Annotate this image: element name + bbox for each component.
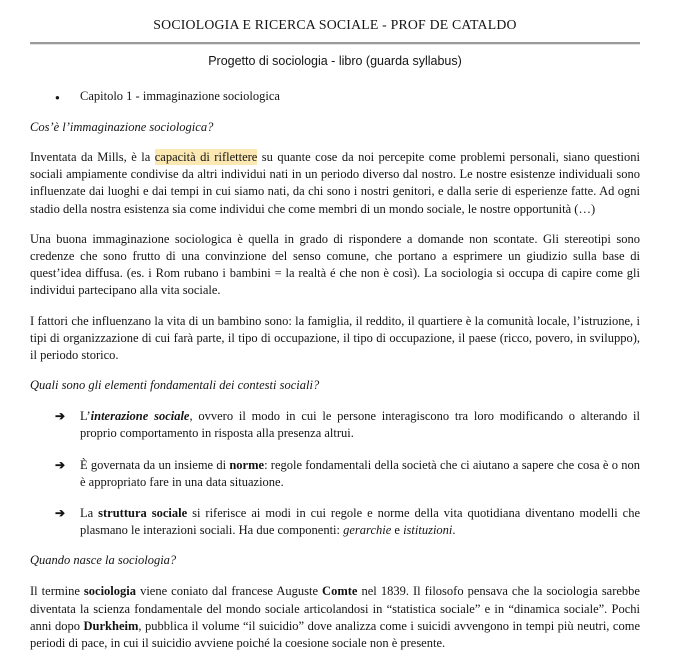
- text-run: Inventata da Mills, è la: [30, 150, 155, 164]
- text-run: .: [452, 523, 456, 538]
- doc-subtitle: Progetto di sociologia - libro (guarda syllabus): [208, 54, 462, 68]
- paragraph-fattori: I fattori che influenzano la vita di un bambino sono: la famiglia, il reddito, il quartiere è la comunità locale, l’istruzione, i tipi di organizzazione di cui farà parte, il tipo di occupazione, il tipo di occupazione, il paese (ricco, povero, in sviluppo), il periodo storico.: [30, 313, 640, 363]
- text-run: L’: [80, 409, 91, 424]
- bold-term: Comte: [322, 584, 358, 599]
- text-run: È governata da un insieme di: [80, 457, 230, 472]
- text-run: si riferisce ai modi in cui regole e norme della vita quotidiana diventano modelli che plasmano le interazioni sociali. Ha due componenti:: [80, 506, 640, 538]
- highlighted-text: capacità di riflettere: [154, 150, 258, 164]
- arrow-item-text: [80, 505, 640, 539]
- bold-term: sociologia: [83, 584, 137, 599]
- bold-term: Durkheim: [83, 618, 139, 633]
- arrow-bullet-icon: ➔: [55, 457, 66, 472]
- question-contesti-sociali: Quali sono gli elementi fondamentali dei contesti sociali?: [30, 378, 320, 393]
- text-run: su quante cose da noi percepite come problemi personali, siano questioni sociali ampiamente condivise da altri individui nati in un periodo diverso dal nostro. Le nostre esistenze individuali sono influenzate dai luoghi e dai tempi in cui siamo nati, da chi sono i nostri genitori, e dalla serie di esperienze fatte. Ad ogni stadio della nostra esistenza sia come individui che come membri di un mondo sociale, le nostre opportunità (…): [30, 150, 640, 216]
- text-run: , ovvero il modo in cui le persone interagiscono tra loro modificando o alterando il proprio comportamento in risposta alla presenza altrui.: [80, 409, 640, 441]
- bullet-icon: ●: [55, 93, 60, 102]
- bold-term: norme: [229, 457, 265, 472]
- title-divider: [30, 42, 640, 45]
- italic-term: istituzioni: [403, 523, 453, 538]
- paragraph-immaginazione: [30, 149, 640, 218]
- chapter-list-item: [55, 88, 640, 106]
- question-immaginazione: Cos’è l’immaginazione sociologica?: [30, 120, 214, 134]
- arrow-item-text: [80, 457, 640, 491]
- text-run: nel 1839. Il filosofo pensava che la sociologia sarebbe diventata la scienza fondamentale del mondo sociale articolandosi in “statistica sociale” e in “dinamica sociale”. Pochi anni dopo: [30, 584, 640, 633]
- chapter-label: Capitolo 1 - immaginazione sociologica: [80, 89, 280, 103]
- arrow-list-item-norme: [55, 457, 640, 491]
- arrow-bullet-icon: ➔: [55, 506, 66, 521]
- text-run: viene coniato dal francese Auguste: [136, 584, 323, 599]
- paragraph-storia: [30, 583, 640, 652]
- text-run: e: [391, 523, 404, 538]
- arrow-list-item-struttura: [55, 505, 640, 539]
- italic-term: gerarchie: [343, 523, 392, 538]
- text-run: Il termine: [30, 584, 84, 599]
- bold-italic-term: interazione sociale: [90, 409, 190, 424]
- arrow-item-text: [80, 408, 640, 442]
- page-title: SOCIOLOGIA E RICERCA SOCIALE - PROF DE CATALDO: [153, 17, 517, 32]
- text-run: : regole fondamentali della società che ci aiutano a sapere che cosa è o non è appropriato fare in una data situazione.: [80, 457, 640, 489]
- paragraph-stereotipi: Una buona immaginazione sociologica è quella in grado di rispondere a domande non scontate. Gli stereotipi sono credenze che sono frutto di una convinzione del senso comune, che portano a esprimere un giudizio sulla base di quest’idea diffusa. (es. i Rom rubano i bambini = la realtà é che non è così). La sociologia si occupa di capire come gli individui partecipano alla vita sociale.: [30, 231, 640, 298]
- question-nascita-sociologia: Quando nasce la sociologia?: [30, 553, 177, 568]
- bold-term: struttura sociale: [98, 506, 188, 521]
- text-run: , pubblica il volume “il suicidio” dove analizza come i suicidi avvengono in tempi più neutri, come periodi di pace, in cui il suicidio avviene poiché la coesione sociale non è presente.: [30, 618, 640, 651]
- text-run: La: [80, 506, 99, 521]
- arrow-bullet-icon: ➔: [55, 409, 66, 424]
- arrow-list-item-interazione: [55, 408, 640, 442]
